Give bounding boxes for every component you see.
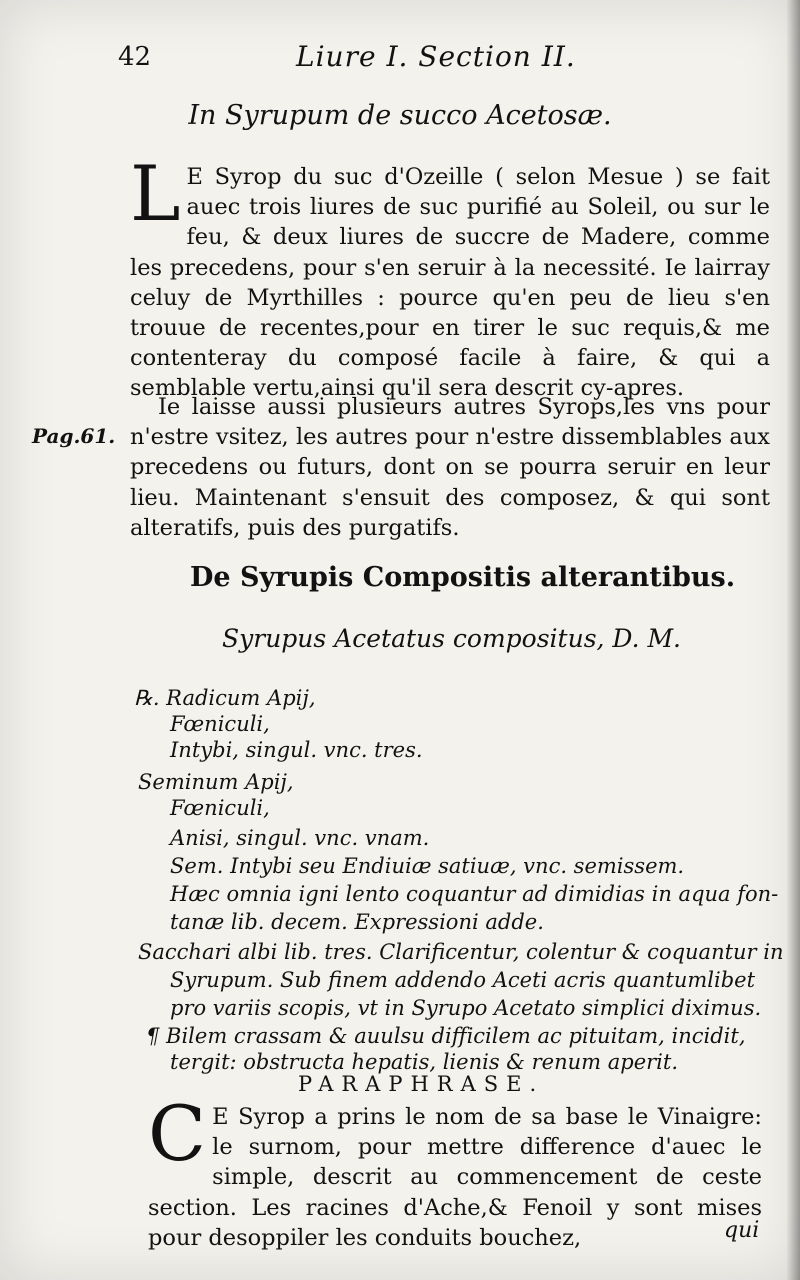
recipe-line: Anisi, singul. vnc. vnam. xyxy=(170,826,430,850)
running-title: Liure I. Section II. xyxy=(296,40,576,73)
paragraph-1 xyxy=(130,149,770,404)
recipe-line: Syrupum. Sub finem addendo Aceti acris quantumlibet xyxy=(170,968,756,992)
margin-note: Pag.61. xyxy=(32,424,116,448)
recipe-line: Hæc omnia igni lento coquantur ad dimidias in aqua fon- xyxy=(170,882,779,906)
recipe-line: Fœniculi, xyxy=(170,712,270,736)
recipe-line: Seminum Apij, xyxy=(138,770,294,794)
paragraph-1-text: E Syrop du suc d'Ozeille ( selon Mesue ) se fait auec trois liures de suc purifié au Soleil, ou sur le feu, & deux liures de succre de Madere, comme les precedens, pour s'en seruir à la necessité. Ie lairray celuy de Myrthilles : pource qu'en peu de lieu s'en trouue de recentes,pour en tirer le suc requis,& me contenteray du composé facile à faire, & qui a semblable vertu,ainsi qu'il sera descrit cy-apres. xyxy=(130,164,770,402)
recipe-line: Sacchari albi lib. tres. Clarificentur, colentur & coquantur in xyxy=(138,940,784,964)
recipe-line: Fœniculi, xyxy=(170,796,270,820)
drop-cap-c: C xyxy=(148,1089,207,1178)
recipe-line: ¶ Bilem crassam & auulsu difficilem ac pituitam, incidit, xyxy=(146,1024,746,1048)
recipe-title: Syrupus Acetatus compositus, D. M. xyxy=(222,624,682,653)
running-head xyxy=(118,40,718,80)
recipe-line: Intybi, singul. vnc. tres. xyxy=(170,738,423,762)
recipe-line: pro variis scopis, vt in Syrupo Acetato simplici diximus. xyxy=(170,996,762,1020)
recipe-line: ℞. Radicum Apij, xyxy=(134,686,316,710)
recipe-line: tergit: obstructa hepatis, lienis & renum aperit. xyxy=(170,1050,678,1074)
catchword: qui xyxy=(724,1218,760,1243)
recipe-line: Sem. Intybi seu Endiuiæ satiuæ, vnc. semissem. xyxy=(170,854,685,878)
paragraph-3 xyxy=(148,1089,762,1253)
drop-cap-l: L xyxy=(130,149,181,238)
sub-heading: De Syrupis Compositis alterantibus. xyxy=(190,562,736,593)
section-heading: In Syrupum de succo Acetosæ. xyxy=(188,100,612,131)
page-number: 42 xyxy=(118,42,152,72)
paraphrase-heading: PARAPHRASE. xyxy=(298,1072,545,1096)
paragraph-3-text: E Syrop a prins le nom de sa base le Vinaigre: le surnom, pour mettre difference d'auec le simple, descrit au commencement de ceste section. Les racines d'Ache,& Fenoil y sont mises pour desoppiler les conduits bouchez, xyxy=(148,1104,762,1251)
page-edge-shadow xyxy=(786,0,800,1280)
recipe-line: tanæ lib. decem. Expressioni adde. xyxy=(170,910,544,934)
paragraph-2: Ie laisse aussi plusieurs autres Syrops,les vns pour n'estre vsitez, les autres pour n'estre dissemblables aux precedens ou futurs, dont on se pourra seruir en leur lieu. Maintenant s'ensuit des composez, & qui sont alteratifs, puis des purgatifs. xyxy=(130,394,770,541)
